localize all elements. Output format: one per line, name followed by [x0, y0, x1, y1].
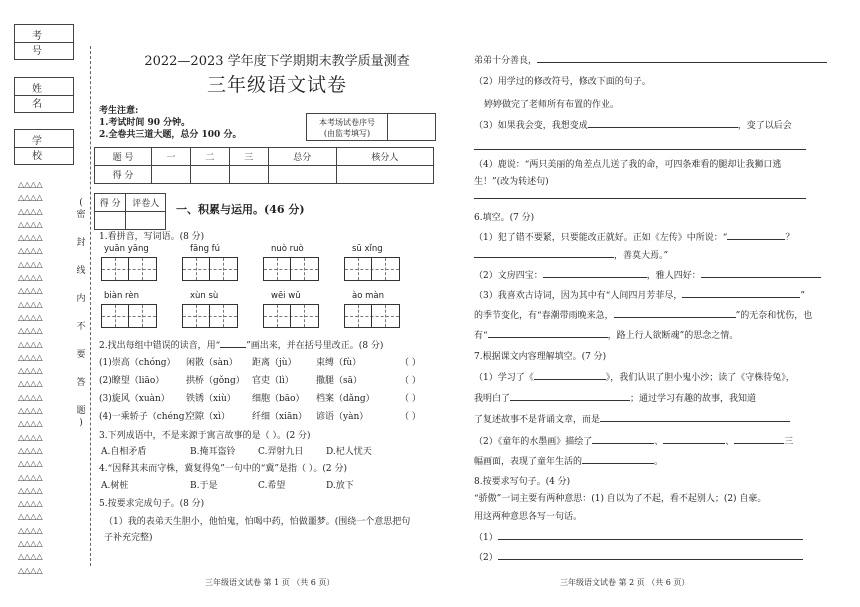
pinyin: nuò ruò	[271, 244, 304, 254]
triangle-row: △△△△	[18, 406, 43, 416]
score-table	[94, 147, 434, 184]
question-5-title: 5.按要求完成句子。(8 分)	[99, 499, 205, 509]
name-field[interactable]	[14, 77, 74, 113]
binding-line	[90, 46, 91, 566]
reading-item: 撒腿（sā）	[316, 376, 362, 386]
q6-text: 的季节变化，有“春潮带雨晚来急，	[474, 311, 614, 321]
answer-bracket[interactable]: （ ）	[400, 394, 421, 404]
q6-line	[474, 230, 794, 243]
score-cell[interactable]	[268, 166, 336, 184]
seal-notice	[76, 198, 86, 446]
q7-text: 我明白了	[474, 394, 511, 404]
q7-line	[474, 370, 795, 383]
pinyin: sū xǐng	[352, 244, 383, 254]
q7-line	[474, 434, 793, 447]
triangle-row: △△△△	[18, 246, 43, 256]
pinyin: yuān yāng	[104, 244, 149, 254]
triangle-row: △△△△	[18, 432, 43, 442]
pinyin: fāng fú	[190, 244, 221, 254]
q5-continuation	[474, 53, 827, 66]
triangle-row: △△△△	[18, 512, 43, 522]
option[interactable]: C.羿射九日	[258, 447, 304, 457]
seal-char: 要	[76, 350, 86, 360]
notice-item: 2.全卷共三道大题，总分 100 分。	[99, 130, 242, 140]
pinyin: xùn sù	[190, 291, 219, 301]
score-cell[interactable]	[152, 166, 191, 184]
q6-text: （2）文房四宝：	[474, 271, 543, 281]
question-3-title: 3.下列成语中，不是来源于寓言故事的是（ ）。(2 分)	[99, 431, 311, 441]
seal-char: 题	[76, 406, 86, 416]
question-7-title: 7.根据课文内容理解填空。(7 分)	[474, 352, 607, 362]
triangle-row: △△△△	[18, 326, 43, 336]
grader-cell[interactable]	[95, 212, 126, 230]
triangle-row: △△△△	[18, 392, 43, 402]
q6-text: （1）犯了错不要紧，只要能改正就好。正如《左传》中所说：“	[474, 233, 728, 243]
triangle-row: △△△△	[18, 312, 43, 322]
triangle-row: △△△△	[18, 459, 43, 469]
option[interactable]: A.树桩	[101, 481, 129, 491]
triangle-row: △△△△	[18, 352, 43, 362]
section-title: 一、积累与运用。(46 分)	[176, 203, 305, 216]
reading-item: (2)瞭望（liāo）	[99, 376, 165, 386]
seal-char: (	[79, 198, 83, 208]
triangle-row: △△△△	[18, 499, 43, 509]
grader-label: 评卷人	[126, 194, 166, 212]
triangle-row: △△△△	[18, 565, 43, 575]
seal-char: 不	[76, 322, 86, 332]
q7-line	[474, 454, 663, 467]
q5-cont-text: 弟弟十分善良，	[474, 56, 538, 66]
q5-item3-text: ，变了以后会	[737, 121, 792, 131]
grader-box	[94, 193, 166, 230]
triangle-row: △△△△	[18, 299, 43, 309]
pinyin: biàn rèn	[104, 291, 139, 301]
triangle-row: △△△△	[18, 485, 43, 495]
score-cell[interactable]	[229, 166, 268, 184]
reading-item: 束缚（fù）	[316, 358, 362, 368]
reading-item: 距离（jù）	[252, 358, 297, 368]
writing-grid[interactable]	[182, 257, 238, 281]
question-1-title: 1.看拼音，写词语。(8 分)	[99, 232, 205, 242]
q2-title-part: ”画出来，并在括号里改正。(8 分)	[246, 341, 384, 351]
score-cell[interactable]	[190, 166, 229, 184]
triangle-row: △△△△	[18, 379, 43, 389]
grader-score-label: 得 分	[95, 194, 126, 212]
writing-grid[interactable]	[344, 257, 400, 281]
triangle-row: △△△△	[18, 286, 43, 296]
triangle-row: △△△△	[18, 445, 43, 455]
q8-label: （2）	[474, 553, 498, 563]
q5-item2-sentence: 婷婷做完了老师所有布置的作业。	[484, 100, 620, 110]
reading-item: 空隙（xì）	[186, 412, 230, 422]
q5-item1: （1）我的表弟天生胆小，他怕鬼，怕喝中药，怕做噩梦。(围绕一个意思把句	[104, 517, 411, 527]
triangle-row: △△△△	[18, 259, 43, 269]
q7-text: 、	[725, 437, 735, 447]
answer-bracket[interactable]: （ ）	[400, 412, 421, 422]
q8-label: （1）	[474, 533, 498, 543]
q5-item4: 生！”(改为转述句)	[474, 177, 549, 187]
triangle-row: △△△△	[18, 525, 43, 535]
q6-line	[474, 248, 668, 261]
reading-item: 谚语（yàn）	[316, 412, 369, 422]
option[interactable]: C.希望	[258, 481, 286, 491]
seal-char: 内	[76, 294, 86, 304]
notice-item: 1.考试时间 90 分钟。	[99, 118, 191, 128]
q6-line	[474, 288, 805, 301]
q6-line	[474, 308, 812, 321]
school-label: 学 校	[32, 136, 56, 162]
reading-item: (3)旋风（xuàn）	[99, 394, 170, 404]
writing-grid[interactable]	[101, 304, 157, 328]
q8-answer	[474, 550, 803, 563]
triangle-row: △△△△	[18, 233, 43, 243]
triangle-row: △△△△	[18, 180, 43, 189]
score-header: 三	[229, 148, 268, 166]
q7-text: 》，我们认识了胆小鬼小沙；读了《守株待兔》，	[605, 373, 795, 383]
q6-text: ，善莫大焉。”	[614, 251, 669, 261]
reading-item: 闲散（sàn）	[186, 358, 238, 368]
q6-line	[474, 268, 821, 281]
q6-text: ”	[800, 291, 805, 301]
triangle-row: △△△△	[18, 273, 43, 283]
notice-heading: 考生注意:	[99, 106, 139, 116]
score-cell[interactable]	[336, 166, 433, 184]
q8-text: 用这两种意思各写一句话。	[474, 512, 583, 522]
reading-item: (4)一乘轿子（chéng）	[99, 412, 194, 422]
triangle-row: △△△△	[18, 472, 43, 482]
triangle-row: △△△△	[18, 419, 43, 429]
q6-text: 有“	[474, 331, 488, 341]
pinyin: wēi wǔ	[271, 291, 301, 301]
q7-text: 幅画面，表现了童年生活的	[474, 457, 583, 467]
page-footer-right: 三年级语文试卷 第 2 页 （共 6 页）	[560, 578, 690, 587]
seat-label: 本考场试卷序号	[319, 118, 375, 127]
question-8-title: 8.按要求写句子。(4 分)	[474, 477, 571, 487]
q8-text: “骄傲”一词主要有两种意思：(1) 自以为了不起，看不起别人；(2) 自豪。	[474, 494, 767, 504]
seal-char: )	[79, 418, 83, 428]
q6-text: ，路上行人欲断魂”的思念之情。	[607, 331, 739, 341]
pinyin: ào màn	[352, 291, 384, 301]
reading-item: 纤细（xiān）	[252, 412, 308, 422]
answer-line[interactable]	[474, 198, 806, 199]
triangle-row: △△△△	[18, 552, 43, 562]
option[interactable]: A.自相矛盾	[101, 447, 147, 457]
name-label: 姓 名	[32, 84, 56, 110]
score-header: 总分	[268, 148, 336, 166]
q2-title-part: 2.找出每组中错误的读音，用“	[99, 341, 221, 351]
triangle-row: △△△△	[18, 366, 43, 376]
q6-text: ”的无奈和忧伤，也	[735, 311, 813, 321]
q7-text: 。	[654, 457, 664, 467]
score-row-label: 得 分	[95, 166, 152, 184]
school-field[interactable]	[14, 129, 74, 165]
option[interactable]: D.放下	[326, 481, 354, 491]
reading-item: 铁锈（xiù）	[186, 394, 236, 404]
seal-char: 答	[76, 378, 86, 388]
answer-line[interactable]	[474, 149, 806, 150]
exam-number-label: 考 号	[32, 31, 56, 57]
writing-grid[interactable]	[101, 257, 157, 281]
q7-text: ；通过学习有趣的故事，我知道	[630, 394, 757, 404]
option[interactable]: D.杞人忧天	[326, 447, 372, 457]
q7-text: 三	[784, 437, 794, 447]
q6-text: ？	[785, 233, 795, 243]
writing-grid[interactable]	[182, 304, 238, 328]
seal-char: 线	[76, 266, 86, 276]
question-4-title: 4.“因释其耒而守株，冀复得兔”一句中的“冀”是指（ ）。(2 分)	[99, 464, 347, 474]
triangle-row: △△△△	[18, 339, 43, 349]
seal-char: 封	[76, 238, 86, 248]
reading-item: 档案（dǎng）	[316, 394, 375, 404]
question-6-title: 6.填空。(7 分)	[474, 213, 535, 223]
q8-answer	[474, 530, 803, 543]
exam-number-field[interactable]	[14, 24, 74, 60]
q7-text: 、	[654, 437, 664, 447]
score-header: 一	[152, 148, 191, 166]
score-header: 核分人	[336, 148, 433, 166]
q7-text: （1）学习了《	[474, 373, 534, 383]
reading-item: 官吏（lì）	[252, 376, 294, 386]
question-2-title	[99, 338, 383, 351]
score-header: 二	[190, 148, 229, 166]
reading-item: 细胞（bāo）	[252, 394, 305, 404]
q5-item4: （4）鹿说：“两只美丽的角差点儿送了我的命，可四条难看的腿却让我狮口逃	[474, 160, 782, 170]
exam-subtitle: 三年级语文试卷	[206, 74, 347, 96]
writing-grid[interactable]	[344, 304, 400, 328]
writing-grid[interactable]	[263, 304, 319, 328]
q5-item3-text: （3）如果我会变，我想变成	[474, 121, 588, 131]
q6-line	[474, 328, 738, 341]
reading-item: 拱桥（gǒng）	[186, 376, 245, 386]
q6-text: （3）我喜欢古诗词，因为其中有“人间四月芳菲尽，	[474, 291, 683, 301]
q7-text: 了复述故事不是背诵文章，而是	[474, 415, 601, 425]
q7-line	[474, 412, 790, 425]
seat-number-box	[306, 113, 436, 141]
seat-sublabel: (由监考填写)	[323, 129, 371, 138]
seal-char: 密	[76, 210, 86, 220]
reading-item: (1)崇高（chóng）	[99, 358, 176, 368]
q5-item2: （2）用学过的修改符号，修改下面的句子。	[474, 77, 651, 87]
triangle-row: △△△△	[18, 193, 43, 203]
grader-cell[interactable]	[126, 212, 166, 230]
q7-text: （2）《童年的水墨画》描绘了	[474, 437, 593, 447]
answer-bracket[interactable]: （ ）	[400, 358, 421, 368]
exam-title: 2022—2023 学年度下学期期末教学质量测查	[144, 54, 410, 69]
q6-text: ，雅人四好：	[646, 271, 701, 281]
triangle-row: △△△△	[18, 206, 43, 216]
triangle-row: △△△△	[18, 219, 43, 229]
page-footer-left: 三年级语文试卷 第 1 页 （共 6 页）	[205, 578, 335, 587]
triangle-row: △△△△	[18, 539, 43, 549]
q5-item3	[474, 118, 792, 131]
option[interactable]: B.掩耳盗铃	[190, 447, 236, 457]
q5-item1: 子补充完整)	[104, 533, 153, 543]
writing-grid[interactable]	[263, 257, 319, 281]
option[interactable]: B.于是	[190, 481, 218, 491]
answer-bracket[interactable]: （ ）	[400, 376, 421, 386]
q7-line	[474, 391, 756, 404]
triangle-column-left	[18, 178, 74, 577]
score-header: 题 号	[95, 148, 152, 166]
